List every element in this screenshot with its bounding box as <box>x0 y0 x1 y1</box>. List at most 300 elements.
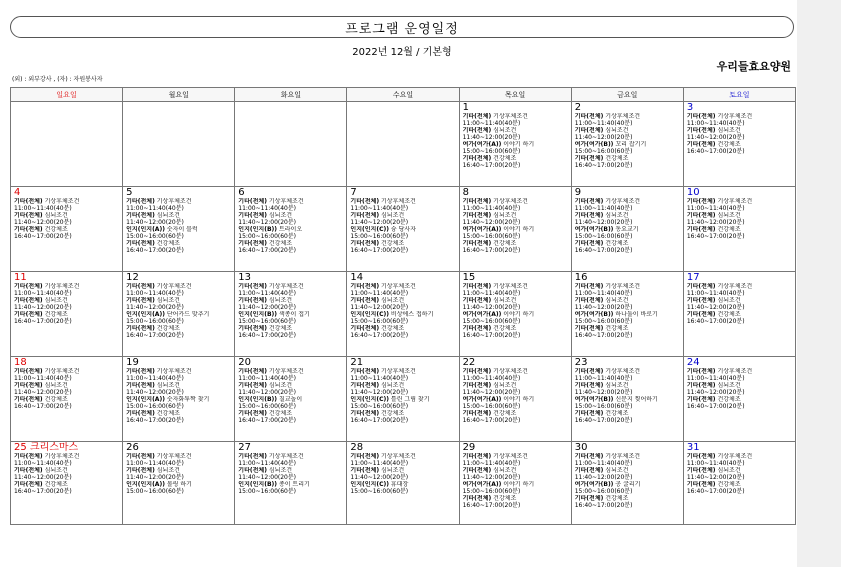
day-cell[interactable] <box>571 357 683 442</box>
program-entry <box>350 368 458 382</box>
program-time: 11:00~11:40(40분) <box>686 460 745 467</box>
program-category: 기타(전체) <box>462 127 492 134</box>
program-category: 기타(전체) <box>686 481 716 488</box>
program-category: 여가(여가(A)) <box>462 226 502 233</box>
program-entry <box>126 325 234 339</box>
day-number: 3 <box>686 102 694 113</box>
calendar-table <box>10 87 796 525</box>
program-title: 이야기 하기 <box>503 311 535 318</box>
program-time: 11:40~12:00(20분) <box>14 389 72 396</box>
day-cell[interactable] <box>123 187 235 272</box>
program-time: 11:00~11:40(40분) <box>350 460 409 467</box>
program-category: 기타(전체) <box>686 113 716 120</box>
program-title: 건강체조 <box>268 240 293 247</box>
program-entry <box>350 311 458 325</box>
weekday-mon: 월요일 <box>123 88 235 102</box>
day-number: 1 <box>462 102 469 113</box>
program-title: 심뇌조건 <box>268 382 293 389</box>
day-cell[interactable] <box>11 187 123 272</box>
program-title: 심뇌조건 <box>605 467 629 474</box>
program-time: 11:00~11:40(40분) <box>462 460 521 467</box>
day-number: 12 <box>126 272 139 283</box>
program-entry <box>126 368 234 382</box>
program-entry <box>126 410 234 424</box>
program-title: 기상후체조건 <box>493 113 528 120</box>
program-entry <box>463 226 571 240</box>
program-category: 기타(전체) <box>350 297 380 304</box>
program-entry <box>126 212 234 226</box>
program-time: 11:00~11:40(40분) <box>14 205 72 212</box>
program-time: 16:40~17:00(20분) <box>238 247 297 254</box>
program-time: 16:40~17:00(20분) <box>14 403 72 410</box>
program-category: 기타(전체) <box>574 410 604 417</box>
program-title: 건강체조 <box>44 311 68 318</box>
program-category: 기타(전체) <box>350 467 380 474</box>
day-cell[interactable] <box>347 102 459 187</box>
program-time: 11:40~12:00(20분) <box>126 219 184 226</box>
program-title: 하나둘이 바로기 <box>615 311 658 318</box>
program-time: 16:40~17:00(20분) <box>574 417 633 424</box>
program-time: 15:00~16:00(60분) <box>350 403 409 410</box>
program-time: 16:40~17:00(20분) <box>350 332 409 339</box>
program-entry <box>126 226 234 240</box>
program-category: 기타(전체) <box>462 453 492 460</box>
program-title: 심뇌조건 <box>381 467 405 474</box>
program-category: 기타(전체) <box>462 212 492 219</box>
program-title: 기상후체조건 <box>605 113 641 120</box>
program-category: 기타(전체) <box>350 283 380 290</box>
program-time: 15:00~16:00(60분) <box>574 403 633 410</box>
program-title: 이야기 하기 <box>503 141 535 148</box>
program-time: 11:00~11:40(40분) <box>350 290 409 297</box>
day-number: 14 <box>350 272 364 283</box>
program-entry <box>350 453 458 467</box>
day-cell[interactable] <box>459 102 571 187</box>
program-category: 기타(전체) <box>462 240 492 247</box>
program-category: 기타(전체) <box>462 325 492 332</box>
program-category: 기타(전체) <box>14 311 43 318</box>
program-time: 11:40~12:00(20분) <box>462 304 521 311</box>
program-time: 15:00~16:00(60분) <box>462 403 521 410</box>
day-number: 26 <box>126 442 139 453</box>
day-cell[interactable] <box>123 272 235 357</box>
day-cell[interactable] <box>683 272 795 357</box>
program-category: 기타(전체) <box>126 467 155 474</box>
day-number: 11 <box>14 272 27 283</box>
program-time: 11:00~11:40(40분) <box>126 375 184 382</box>
day-cell[interactable] <box>459 272 571 357</box>
program-category: 기타(전체) <box>686 311 716 318</box>
day-cell[interactable] <box>571 442 683 525</box>
program-title: 기상후체조건 <box>605 198 641 205</box>
day-cell[interactable] <box>11 102 123 187</box>
program-category: 인지(인지(A)) <box>126 226 165 233</box>
program-title: 건강체조 <box>381 325 405 332</box>
program-category: 기타(전체) <box>14 396 43 403</box>
program-time: 11:00~11:40(40분) <box>462 120 521 127</box>
program-category: 기타(전체) <box>238 283 267 290</box>
program-title: 심뇌조건 <box>381 212 405 219</box>
program-time: 15:00~16:00(60분) <box>574 233 633 240</box>
program-category: 여가(여가(B)) <box>574 226 614 233</box>
program-title: 건강체조 <box>605 495 629 502</box>
program-title: 기상후체조건 <box>268 453 304 460</box>
program-category: 기타(전체) <box>686 382 716 389</box>
program-time: 15:00~16:00(60분) <box>574 148 633 155</box>
day-cell[interactable] <box>571 187 683 272</box>
program-title: 칠교놀이 <box>278 396 303 403</box>
program-title: 동요교기 <box>615 226 639 233</box>
program-category: 기타(전체) <box>126 283 155 290</box>
program-time: 16:40~17:00(20분) <box>686 318 745 325</box>
program-title: 건강체조 <box>268 325 293 332</box>
day-number: 21 <box>350 357 364 368</box>
day-cell[interactable] <box>683 442 795 525</box>
program-category: 기타(전체) <box>574 382 604 389</box>
day-cell[interactable] <box>11 272 123 357</box>
day-number: 30 <box>574 442 588 453</box>
program-title: 기상후체조건 <box>156 368 192 375</box>
program-entry <box>238 467 346 481</box>
organization-name: 우리들효요양원 <box>716 60 791 73</box>
weekday-sun: 일요일 <box>11 88 123 102</box>
program-entry <box>238 396 346 410</box>
program-entry <box>575 155 683 169</box>
program-time: 15:00~16:00(60분) <box>350 233 409 240</box>
program-title: 건강체조 <box>493 410 517 417</box>
program-category: 인지(인지(B)) <box>238 311 278 318</box>
program-category: 인지(인지(C)) <box>350 481 389 488</box>
program-title: 이야기 하기 <box>503 396 535 403</box>
day-cell[interactable] <box>235 102 347 187</box>
program-time: 11:40~12:00(20분) <box>462 134 521 141</box>
program-time: 15:00~16:00(60분) <box>350 318 409 325</box>
program-title: 꼬리 잡기기 <box>615 141 647 148</box>
program-title: 기상후체조건 <box>717 368 753 375</box>
program-time: 15:00~16:00(60분) <box>238 233 297 240</box>
program-category: 기타(전체) <box>686 297 716 304</box>
program-entry <box>687 311 795 325</box>
program-entry <box>14 198 122 212</box>
program-entry <box>238 297 346 311</box>
program-title: 심뇌조건 <box>717 212 741 219</box>
program-entry <box>687 198 795 212</box>
day-cell[interactable] <box>347 357 459 442</box>
program-entry <box>575 396 683 410</box>
program-time: 11:40~12:00(20분) <box>686 134 745 141</box>
day-cell[interactable] <box>347 187 459 272</box>
program-entry <box>463 481 571 495</box>
program-time: 11:00~11:40(40분) <box>126 290 184 297</box>
program-time: 11:40~12:00(20분) <box>126 474 184 481</box>
day-number: 6 <box>238 187 245 198</box>
program-title: 건강체조 <box>605 155 629 162</box>
program-title: 기상후체조건 <box>44 198 80 205</box>
day-number: 19 <box>126 357 139 368</box>
program-title: 기상후체조건 <box>717 198 753 205</box>
program-time: 11:40~12:00(20분) <box>126 389 184 396</box>
day-cell[interactable] <box>459 442 571 525</box>
program-time: 16:40~17:00(20분) <box>574 502 633 509</box>
program-category: 기타(전체) <box>126 240 155 247</box>
program-entry <box>238 311 346 325</box>
day-cell[interactable] <box>11 442 123 525</box>
program-category: 기타(전체) <box>462 297 492 304</box>
program-entry <box>575 453 683 467</box>
program-time: 16:40~17:00(20분) <box>14 488 72 495</box>
program-entry <box>463 283 571 297</box>
program-time: 11:40~12:00(20분) <box>574 389 633 396</box>
program-title: 기상후체조건 <box>156 283 192 290</box>
day-cell[interactable] <box>347 442 459 525</box>
day-number: 2 <box>574 102 582 113</box>
program-entry <box>238 212 346 226</box>
program-title: 심뇌조건 <box>44 297 68 304</box>
program-entry <box>687 141 795 155</box>
program-title: 건강체조 <box>156 240 180 247</box>
program-title: 기상후체조건 <box>717 113 753 120</box>
program-entry <box>126 396 234 410</box>
program-category: 기타(전체) <box>350 240 380 247</box>
program-time: 16:40~17:00(20분) <box>462 332 521 339</box>
program-title: 심뇌조건 <box>44 382 68 389</box>
program-category: 기타(전체) <box>686 198 716 205</box>
program-time: 16:40~17:00(20분) <box>14 233 72 240</box>
program-entry <box>350 283 458 297</box>
program-entry <box>575 212 683 226</box>
program-category: 기타(전체) <box>126 368 155 375</box>
program-entry <box>575 283 683 297</box>
program-title: 심뇌조건 <box>268 467 293 474</box>
program-time: 15:00~16:00(60분) <box>126 488 184 495</box>
weekday-header-row <box>11 88 796 102</box>
program-entry <box>126 198 234 212</box>
program-category: 기타(전체) <box>238 453 267 460</box>
program-title: 비상에스 접하기 <box>390 311 434 318</box>
week-row <box>11 442 796 525</box>
program-category: 기타(전체) <box>238 410 267 417</box>
program-time: 16:40~17:00(20분) <box>462 502 521 509</box>
program-entry <box>575 368 683 382</box>
program-category: 기타(전체) <box>126 198 155 205</box>
program-entry <box>687 212 795 226</box>
program-entry <box>463 311 571 325</box>
program-entry <box>14 467 122 481</box>
program-category: 기타(전체) <box>686 212 716 219</box>
program-category: 인지(인지(A)) <box>126 396 165 403</box>
program-entry <box>238 368 346 382</box>
program-title: 건강체조 <box>493 495 517 502</box>
program-title: 건강체조 <box>493 155 517 162</box>
day-cell[interactable] <box>571 102 683 187</box>
program-time: 11:00~11:40(40분) <box>574 460 633 467</box>
program-title: 건강체조 <box>605 240 629 247</box>
program-time: 16:40~17:00(20분) <box>686 233 745 240</box>
program-title: 심뇌조건 <box>44 212 68 219</box>
program-title: 기상후체조건 <box>381 368 416 375</box>
program-title: 건강체조 <box>156 325 180 332</box>
program-entry <box>126 453 234 467</box>
right-scroll-panel <box>797 0 841 567</box>
day-number: 10 <box>686 187 700 198</box>
program-time: 16:40~17:00(20분) <box>574 247 633 254</box>
page-subtitle: 2022년 12월 / 기본형 <box>352 47 452 58</box>
program-title: 심뇌조건 <box>381 382 405 389</box>
program-title: 건강체조 <box>717 396 741 403</box>
program-category: 여가(여가(B)) <box>574 396 614 403</box>
program-title: 볼링 하기 <box>166 481 192 488</box>
program-category: 기타(전체) <box>14 283 43 290</box>
day-number: 25 크리스마스 <box>14 442 79 453</box>
program-entry <box>575 113 683 127</box>
program-title: 기상후체조건 <box>605 453 641 460</box>
program-time: 11:40~12:00(20분) <box>238 474 297 481</box>
program-time: 15:00~16:00(60분) <box>574 318 633 325</box>
week-row <box>11 357 796 442</box>
program-entry <box>687 453 795 467</box>
program-title: 기상후체조건 <box>381 283 416 290</box>
program-time: 11:40~12:00(20분) <box>14 474 72 481</box>
program-time: 11:40~12:00(20분) <box>350 389 409 396</box>
program-time: 11:40~12:00(20분) <box>350 474 409 481</box>
program-title: 건강체조 <box>605 410 629 417</box>
day-cell[interactable] <box>683 187 795 272</box>
program-category: 인지(인지(A)) <box>126 481 165 488</box>
day-cell[interactable] <box>11 357 123 442</box>
program-title: 건강체조 <box>605 325 629 332</box>
program-time: 11:00~11:40(40분) <box>14 290 72 297</box>
program-category: 기타(전체) <box>462 283 492 290</box>
weekday-wed: 수요일 <box>347 88 459 102</box>
day-number: 22 <box>462 357 476 368</box>
program-time: 11:00~11:40(40분) <box>686 375 745 382</box>
program-category: 기타(전체) <box>126 382 155 389</box>
program-time: 11:40~12:00(20분) <box>14 304 72 311</box>
program-title: 틀린 그림 찾기 <box>390 396 430 403</box>
program-time: 16:40~17:00(20분) <box>238 417 297 424</box>
program-time: 11:00~11:40(40분) <box>238 290 297 297</box>
program-category: 기타(전체) <box>126 453 155 460</box>
day-cell[interactable] <box>683 102 795 187</box>
program-category: 기타(전체) <box>462 155 492 162</box>
program-entry <box>463 198 571 212</box>
program-time: 11:40~12:00(20분) <box>462 474 521 481</box>
day-number: 8 <box>462 187 469 198</box>
program-time: 16:40~17:00(20분) <box>574 332 633 339</box>
program-category: 기타(전체) <box>462 410 492 417</box>
program-entry <box>575 410 683 424</box>
day-cell[interactable] <box>123 442 235 525</box>
program-time: 11:00~11:40(40분) <box>350 375 409 382</box>
program-title: 심뇌조건 <box>717 297 741 304</box>
program-time: 11:40~12:00(20분) <box>686 389 745 396</box>
day-number: 24 <box>686 357 700 368</box>
program-category: 인지(인지(B)) <box>238 481 278 488</box>
program-title: 기상후체조건 <box>717 283 753 290</box>
program-title: 심뇌조건 <box>605 212 629 219</box>
program-category: 기타(전체) <box>14 297 43 304</box>
program-time: 11:00~11:40(40분) <box>574 375 633 382</box>
program-time: 11:00~11:40(40분) <box>462 290 521 297</box>
program-category: 여가(여가(B)) <box>574 311 614 318</box>
day-number: 23 <box>574 357 588 368</box>
day-cell[interactable] <box>235 272 347 357</box>
day-cell[interactable] <box>123 357 235 442</box>
day-cell[interactable] <box>235 442 347 525</box>
program-title: 단어카드 맞추기 <box>166 311 210 318</box>
program-entry <box>350 212 458 226</box>
program-title: 기상후체조건 <box>268 283 304 290</box>
day-number: 20 <box>238 357 252 368</box>
program-category: 기타(전체) <box>462 495 492 502</box>
program-category: 여가(여가(B)) <box>574 141 614 148</box>
program-title: 심뇌조건 <box>493 212 517 219</box>
program-time: 16:40~17:00(20분) <box>686 488 745 495</box>
program-entry <box>687 226 795 240</box>
program-time: 11:00~11:40(40분) <box>126 460 184 467</box>
program-category: 기타(전체) <box>462 382 492 389</box>
day-cell[interactable] <box>459 187 571 272</box>
program-category: 기타(전체) <box>686 368 716 375</box>
day-number: 13 <box>238 272 252 283</box>
program-entry <box>687 396 795 410</box>
day-cell[interactable] <box>571 272 683 357</box>
program-title: 기상후체조건 <box>156 453 192 460</box>
day-number: 29 <box>462 442 476 453</box>
program-entry <box>126 297 234 311</box>
day-cell[interactable] <box>459 357 571 442</box>
day-cell[interactable] <box>235 357 347 442</box>
program-title: 심뇌조건 <box>493 467 517 474</box>
program-time: 11:00~11:40(40분) <box>686 290 745 297</box>
program-entry <box>350 467 458 481</box>
program-time: 16:40~17:00(20분) <box>126 332 184 339</box>
week-row <box>11 187 796 272</box>
program-title: 건강체조 <box>717 311 741 318</box>
program-time: 11:00~11:40(40분) <box>238 375 297 382</box>
program-title: 건강체조 <box>44 396 68 403</box>
program-title: 이야기 하기 <box>503 226 535 233</box>
program-time: 11:00~11:40(40분) <box>350 205 409 212</box>
program-title: 건강체조 <box>381 410 405 417</box>
page-title-text: 프로그램 운영일정 <box>345 21 459 37</box>
program-entry <box>126 240 234 254</box>
program-time: 11:00~11:40(40분) <box>14 460 72 467</box>
day-cell[interactable] <box>123 102 235 187</box>
day-number: 4 <box>14 187 21 198</box>
program-time: 11:40~12:00(20분) <box>350 304 409 311</box>
program-title: 건강체조 <box>717 481 741 488</box>
program-entry <box>463 212 571 226</box>
program-entry <box>126 283 234 297</box>
day-number: 28 <box>350 442 364 453</box>
day-number <box>350 102 458 113</box>
program-title: 기상후체조건 <box>605 368 641 375</box>
program-title: 심뇌조건 <box>717 467 741 474</box>
program-title: 기상후체조건 <box>493 198 528 205</box>
program-time: 11:00~11:40(40분) <box>574 290 633 297</box>
program-time: 16:40~17:00(20분) <box>462 417 521 424</box>
day-number: 5 <box>126 187 133 198</box>
day-cell[interactable] <box>683 357 795 442</box>
program-entry <box>14 297 122 311</box>
program-entry <box>687 467 795 481</box>
day-cell[interactable] <box>347 272 459 357</box>
program-category: 기타(전체) <box>350 212 380 219</box>
program-entry <box>463 141 571 155</box>
day-cell[interactable] <box>235 187 347 272</box>
program-entry <box>575 495 683 509</box>
